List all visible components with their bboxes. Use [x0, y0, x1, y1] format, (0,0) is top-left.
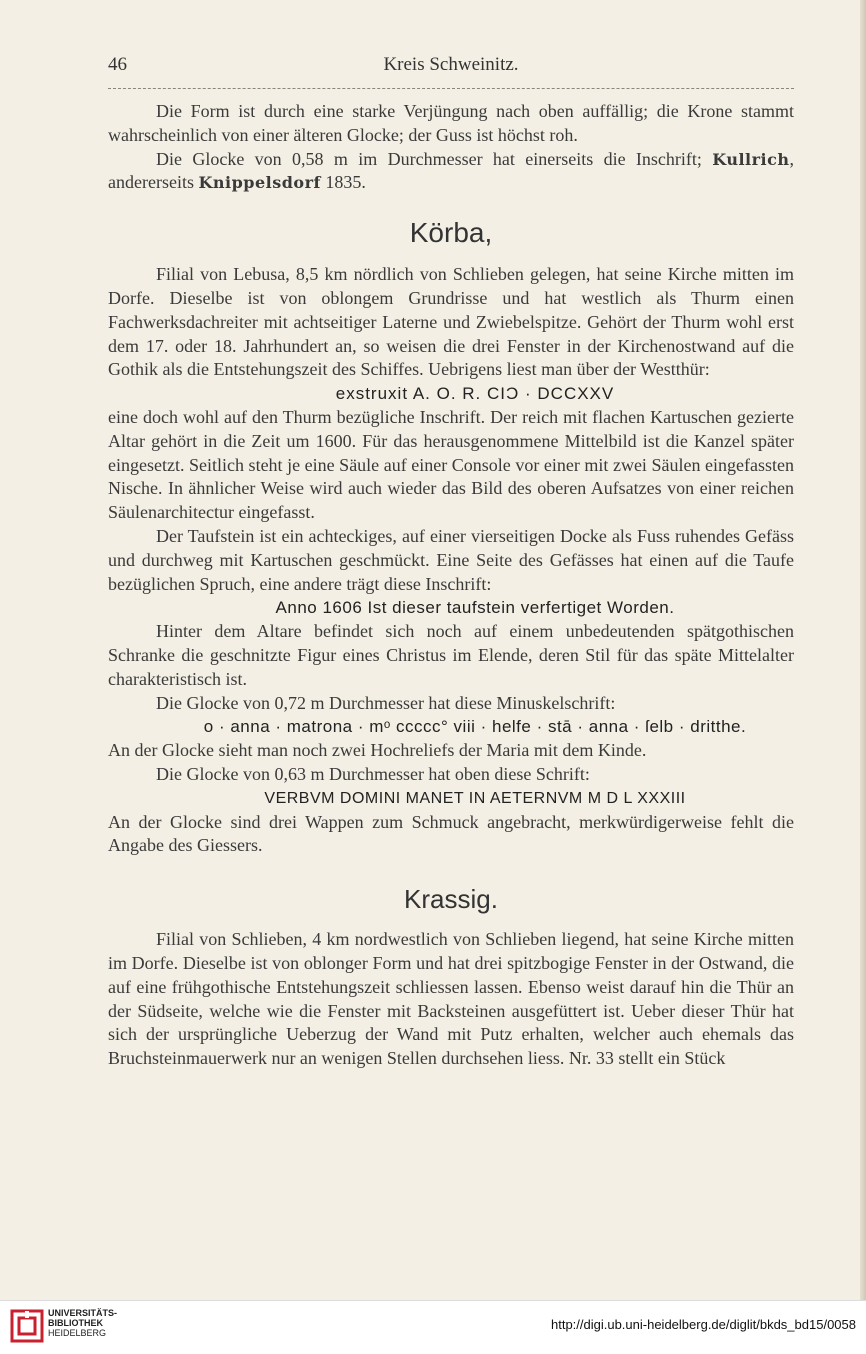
university-library-logo-icon — [10, 1309, 44, 1343]
page-number: 46 — [108, 54, 127, 75]
intro-paragraph-1: Die Form ist durch eine starke Verjüngung nach oben auffällig; die Krone stammt wahrscheinlich von einer älteren Glocke; der Guss ist höchst roh. — [108, 101, 794, 145]
korba-paragraph-8: An der Glocke sind drei Wappen zum Schmuck angebracht, merkwürdigerweise fehlt die Angabe des Giessers. — [108, 811, 794, 856]
korba-paragraph-5: Die Glocke von 0,72 m Durchmesser hat diese Minuskelschrift: — [156, 692, 616, 713]
library-name — [48, 1308, 117, 1338]
inscription-font: Anno 1606 Ist dieser taufstein verfertiget Worden. — [275, 598, 675, 618]
intro-text-e: 1835. — [320, 172, 366, 193]
korba-paragraph-3: Der Taufstein ist ein achteckiges, auf einer vierseitigen Docke als Fuss ruhendes Gefäss und durchweg mit Kartuschen geschmückt. Eine Seite des Gefässes hat einen auf die Taufe bezüglichen Spruch, eine andere trägt diese Inschrift: — [108, 525, 794, 594]
korba-paragraph-1: Filial von Lebusa, 8,5 km nördlich von Schlieben gelegen, hat seine Kirche mitten im Dorfe. Dieselbe ist von oblongem Grundrisse und hat westlich als Thurm einen Fachwerksdachreiter mit achtseitiger Laterne und Zwiebelspitze. Gehört der Thurm wohl erst dem 17. oder 18. Jahrhundert an, so weisen die drei Fenster in der Kirchenostwand auf die Gothik als die Entstehungszeit des Schiffes. Uebrigens liest man über der Westthür: — [108, 264, 794, 380]
intro-text-a: Die Glocke von 0,58 m im Durchmesser hat einerseits die Inschrift; — [156, 148, 713, 169]
inscription-bell-minuscule: o · anna · matrona · mᵒ ccccc° viii · helfe · stā · anna · ſelb · dritthe. — [203, 717, 747, 737]
page-body — [108, 100, 794, 1071]
library-line-1: UNIVERSITÄTS- — [48, 1308, 118, 1318]
korba-paragraph-6: An der Glocke sieht man noch zwei Hochreliefs der Maria mit dem Kinde. — [108, 740, 647, 761]
korba-paragraph-4: Hinter dem Altare befindet sich noch auf einem unbedeutenden spätgothischen Schranke die geschnitzte Figur eines Christus im Elende, deren Stil für das späte Mittelalter charakteristisch ist. — [108, 621, 794, 689]
inscription-bell-verbum: VERBVM DOMINI MANET IN AETERNVM M D L XXXIII — [264, 789, 686, 807]
page-edge — [860, 0, 866, 1300]
inscription-knippelsdorf: Knippelsdorf — [198, 173, 321, 193]
korba-paragraph-2: eine doch wohl auf den Thurm bezügliche Inschrift. Der reich mit flachen Kartuschen gezierte Altar gehört in die Zeit um 1600. Für das herausgenommene Mittelbild ist die Kanzel später eingesetzt. Seitlich steht je eine Säule auf einer Console vor einer mit zwei Säulen eingefassten Nische. In ähnlicher Weise wird auch wieder das Bild des oberen Aufsatzes von einer reichen Säulenarchitectur eingefasst. — [108, 406, 794, 523]
krassig-paragraph-1: Filial von Schlieben, 4 km nordwestlich von Schlieben liegend, hat seine Kirche mitten im Dorfe. Dieselbe ist von oblonger Form und hat drei spitzbogige Fenster in der Ostwand, die auf eine frühgothische Entstehungszeit schliessen lassen. Ebenso weist darauf hin die Thür an der Südseite, welche wie die Fenster mit Backsteinen ausgefüttert ist. Ueber dieser Thür hat sich der ursprüngliche Ueberzug der Wand mit Putz erhalten, welcher auch ehemals das Bruchsteinmauerwerk nur an wenigen Stellen durchsehen liess. Nr. 33 stellt ein Stück — [108, 929, 794, 1069]
intro-text-c: , andererseits — [108, 148, 794, 193]
page-header — [108, 54, 794, 84]
inscription-west-door: exstruxit A. O. R. CIƆ · DCCXXV — [335, 384, 615, 404]
intro-paragraph-2 — [108, 148, 794, 196]
library-line-3: HEIDELBERG — [48, 1328, 107, 1338]
viewer-footer — [0, 1300, 866, 1354]
permalink-url[interactable]: http://digi.ub.uni-heidelberg.de/diglit/bkds_bd15/0058 — [550, 1317, 856, 1332]
library-line-2: BIBLIOTHEK — [48, 1318, 103, 1328]
header-rule — [108, 88, 794, 89]
running-title: Kreis Schweinitz. — [383, 54, 519, 75]
section-title-korba: Körba, — [409, 217, 493, 249]
section-title-krassig: Krassig. — [404, 884, 498, 915]
inscription-kullrich: Kullrich — [712, 149, 790, 169]
korba-paragraph-7: Die Glocke von 0,63 m Durchmesser hat oben diese Schrift: — [156, 763, 590, 784]
